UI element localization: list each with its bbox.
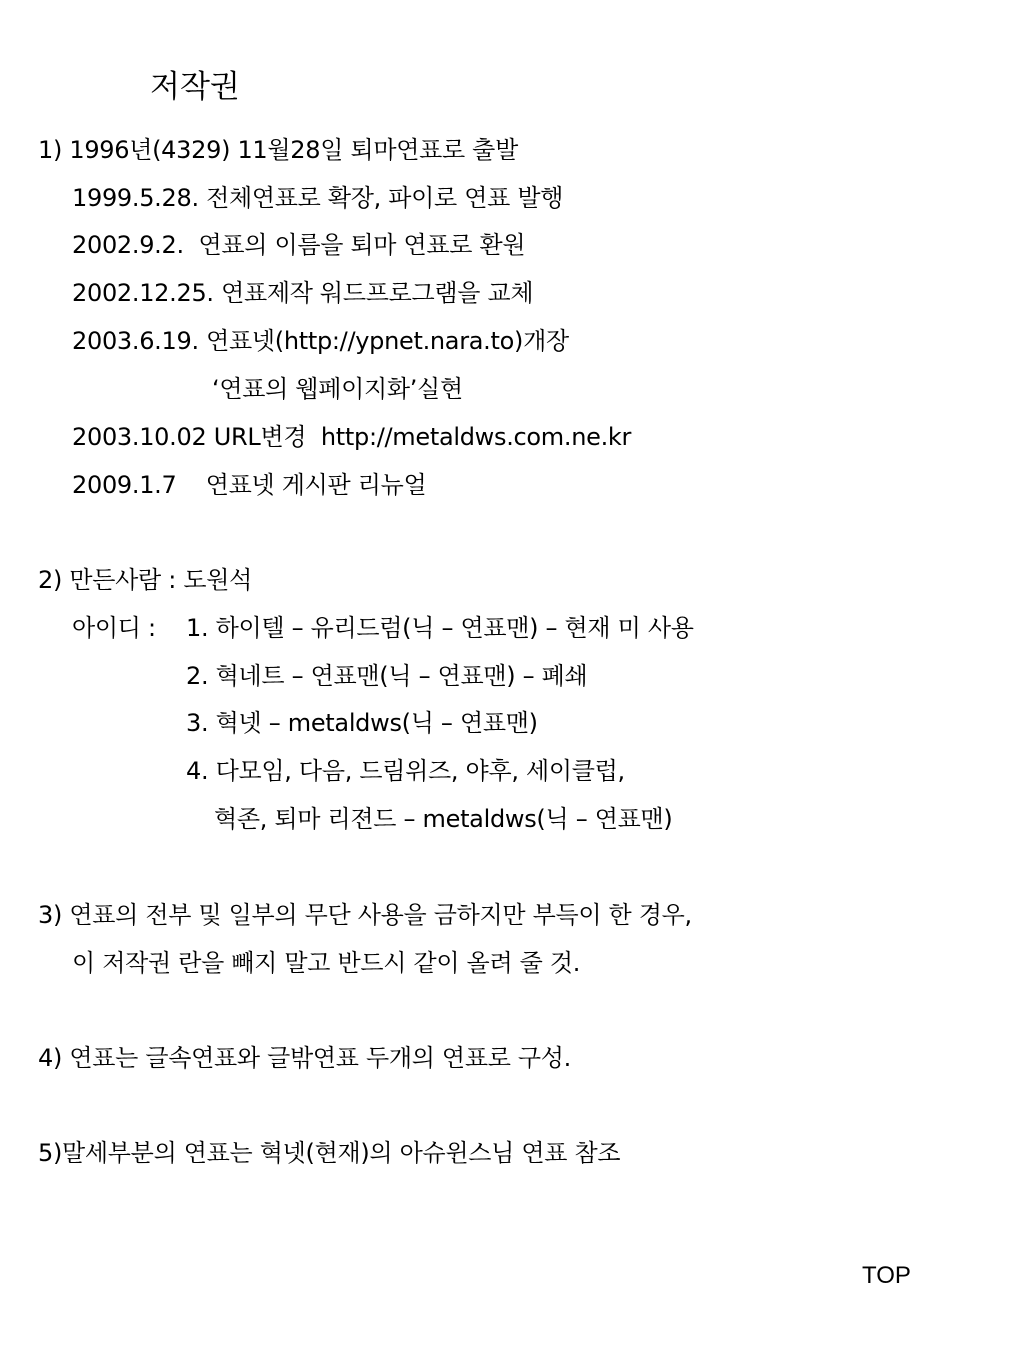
history-line-3: 2002.9.2. 연표의 이름을 퇴마 연표로 환원 xyxy=(72,231,526,259)
reference-line: 5)말세부분의 연표는 혁넷(현재)의 아슈윈스님 연표 참조 xyxy=(38,1139,621,1167)
id-item-4a: 4. 다모임, 다음, 드림위즈, 야후, 세이클럽, xyxy=(186,757,625,785)
id-item-1: 1. 하이텔 – 유리드럼(닉 – 연표맨) – 현재 미 사용 xyxy=(186,614,694,642)
page-title: 저작권 xyxy=(150,69,240,105)
id-item-2: 2. 혁네트 – 연표맨(닉 – 연표맨) – 폐쇄 xyxy=(186,662,588,690)
history-line-6: ‘연표의 웹페이지화’실현 xyxy=(212,375,463,403)
history-line-2: 1999.5.28. 전체연표로 확장, 파이로 연표 발행 xyxy=(72,184,564,212)
history-line-1: 1) 1996년(4329) 11월28일 퇴마연표로 출발 xyxy=(38,136,518,164)
composition-line: 4) 연표는 글속연표와 글밖연표 두개의 연표로 구성. xyxy=(38,1044,572,1072)
top-link[interactable]: TOP xyxy=(862,1262,911,1289)
usage-line-2: 이 저작권 란을 빼지 말고 반드시 같이 올려 줄 것. xyxy=(72,949,581,977)
history-line-7: 2003.10.02 URL변경 http://metaldws.com.ne.kr xyxy=(72,423,632,451)
id-item-4b: 혁존, 퇴마 리젼드 – metaldws(닉 – 연표맨) xyxy=(214,805,673,833)
author-line: 2) 만든사람 : 도원석 xyxy=(38,566,252,594)
id-label: 아이디 : xyxy=(72,614,156,642)
history-line-8: 2009.1.7 연표넷 게시판 리뉴얼 xyxy=(72,471,427,499)
usage-line-1: 3) 연표의 전부 및 일부의 무단 사용을 금하지만 부득이 한 경우, xyxy=(38,901,692,929)
history-line-5: 2003.6.19. 연표넷(http://ypnet.nara.to)개장 xyxy=(72,327,569,355)
history-line-4: 2002.12.25. 연표제작 워드프로그램을 교체 xyxy=(72,279,534,307)
id-item-3: 3. 혁넷 – metaldws(닉 – 연표맨) xyxy=(186,709,538,737)
